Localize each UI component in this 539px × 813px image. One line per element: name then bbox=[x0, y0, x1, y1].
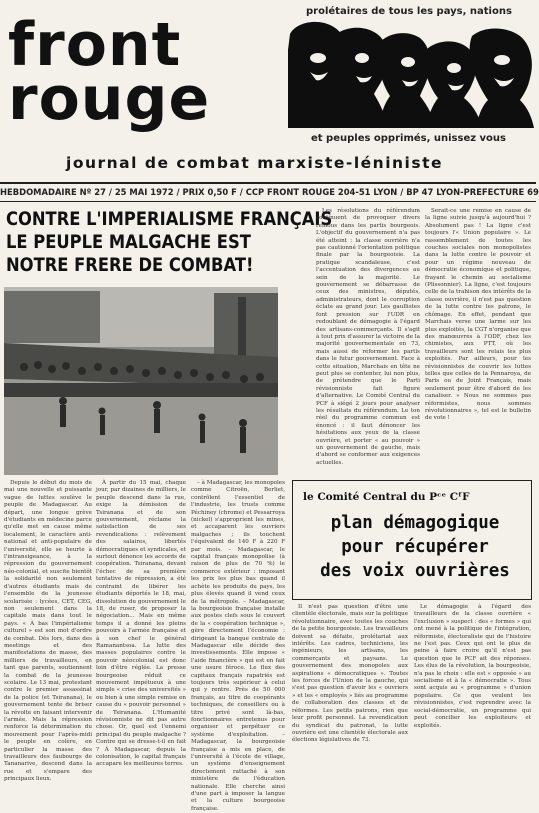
article-column-1-text: Depuis le début du mois de mai une nouvelle et puissante vague de luttes soulève le peuple de Madagascar. Au départ, une longue grève d'étudiants en médecine parce qu'elle met en cause même localement, le caractère anti-national et anti-populaire de l'université, elle se heurte à l'intransigeance, à la répression du gouvernement néo-colonial, et suscite bientôt la solidarité non seulement d'autres étudiants mais de l'ensemble de la jeunesse scolarisée : lycées, CET, CEG, non seulement dans la capitale mais dans tout le pays. « À bas l'impérialisme culturel » est son mot d'ordre de combat. Dès lors, dans des meetings et des manifestations de masse, des milliers de travailleurs, en tant que parents, soutiennent la combat de la jeunesse scolaire. Le 13 mai, protestant contre le premier assassinat de la police (et Tsiranana), le gouvernement tente de briser la révolte en faisant intervenir l'armée. Mais la répression renforce la détermination du mouvement pour l'après-midi le peuple en colère, en particulier la masse des travailleurs des faubourgs de Tananarive, descend dans la rue et s'empare des principaux lieux. bbox=[4, 480, 92, 783]
article-column-4 bbox=[316, 208, 420, 476]
article-column-5-text: Serait-ce une remise en cause de la ligne suivie jusqu'à aujourd'hui ? Absolument pas ! La ligne c'est toujours l'« Union populaire ». Le rassemblement de toutes les couches sociales non monopolistes dans la lutte contre le pouvoir et pour un régime nouveau de démocratie économique et politique, frayant le chemin au socialisme (Plissonnier). La ligne, c'est toujours celle de la trahison des intérêts de la classe ouvrière, il n'est pas question de la lutte contre les patrons, le chômage. En effet, pendant que Marchais verse une larme sur les plus exploités, la CGT n'organise que des manœuvres à l'ODF, chez les chimistes, aux PTT, où les travailleurs sont les relais les plus exploités. Par ailleurs, pour les révisionnistes de couvrir les luttes telles que celles de la Pennaroya, de Paris ou de Joint Français, mais seulement pour être d'abord de les canaliser. « Nous ne sommes pas réformistes, nous sommes révolutionnaires », tel est le bulletin de vote ! bbox=[425, 208, 531, 422]
article-column-1 bbox=[4, 480, 92, 783]
box-title bbox=[305, 511, 525, 583]
article-column-2 bbox=[96, 480, 186, 766]
five-revolutionary-portraits-image bbox=[288, 20, 534, 128]
info-divider bbox=[0, 201, 536, 202]
article-column-3-text: – à Madagascar, les monopoles comme Citroën, Berliet, contrôlent l'essentiel de l'industrie, les trusts comme Péchiney (chrome) et Pessarroya (nickel) s'approprient les mines, et accaparent les ouvriers malgaches ; ils touchent l'équivalent de 140 F à 220 F par mois. – Madagascar, le capital français monopolise (à raison de plus de 70 %) le commerce extérieur : imposant les prix les plus bas quand il achète les produits du pays, les plus élevés quand il vend ceux de la métropole. – Madagascar, la bourgeoisie française installe aux postes clefs sous le couvert de la « coopération technique », gère directement l'économie : dirigeant la banque centrale de Madagascar elle décide des investissements. Elle impose « l'aide financière » qui est en fait une usure féroce. Le flux des capitaux français rapatriés est toujours très supérieur à celui qui y rentre. Près de 50 000 français, au titre de coopérants techniques, de conseillers ou à titre privé sont là-bas, fonctionnaires entretenus pour organiser et perpétuer ce système d'exploitation. – Madagascar, la bourgeoisie française a mis en place, de l'université à l'école de village, un système d'enseignement directement rattaché à son ministère de l'éducation nationale. Elle cherche ainsi d'une part à imposer la langue et la culture bourgeoise française. bbox=[191, 480, 285, 812]
box-title-line3: des voix ouvrières bbox=[320, 561, 510, 581]
masthead-tagline-top: prolétaires de tous les pays, nations bbox=[306, 6, 512, 17]
masthead-tagline-bottom: et peuples opprimés, unissez vous bbox=[311, 133, 506, 144]
main-headline bbox=[6, 208, 333, 277]
box-kicker: le Comité Central du Pᶜᵉ CᶠF bbox=[303, 491, 470, 503]
article-column-2-text: À partir du 15 mai, chaque jour, par dizaines de milliers, le peuple descend dans la rue, exige la démission de Tsiranana et de son gouvernement, réclame la satisfaction de ses revendications : relèvement des salaires, libertés démocratiques et syndicales, et surtout dénonce les accords de coopération. Tsiranana, devant l'échec de sa première tentative de répression, a été contraint de libérer les étudiants déportés le 18, mai, dissolution du gouvernement le 18, de ruser, de proposer la négociation... Mais en même temps il a donné les pleins pouvoirs à l'armée française et à son chef le général Ramanantsoa. La lutte des masses populaires contre le pouvoir néocolonial est donc loin d'être réglée. La presse bourgeoise réduit ce mouvement impétueux à une simple « crise des universités » ou bien à une simple remise en cause du « pouvoir personnel » de Tsiranana. L'Humanité révisionniste ne dit pas autre chose. Or, quel est l'ennemi principal du peuple malgache ? Contre qui se dresse-t-il en fait ? À Madagascar, depuis la colonisation, le capital français accapare les meilleures terres. bbox=[96, 480, 186, 768]
article-column-7 bbox=[414, 604, 531, 766]
masthead-subtitle: journal de combat marxiste-léniniste bbox=[66, 154, 444, 172]
headline-line2: LE PEUPLE MALGACHE EST bbox=[6, 231, 251, 253]
demonstration-photo bbox=[4, 287, 278, 475]
masthead-title bbox=[8, 10, 211, 134]
article-column-6-text: Il n'est pas question d'être une clientèle électorale, mais sur la politique révolutionnaire, avec toutes les couches de la petite bourgeoisie. Les travailleurs doivent sa défaite, prolétariat aux intérêts. Les cadres, techniciens, les ingénieurs, les artisans, les commerçants et paysans. Le gouvernement des monopoles aux aspirations « démocratiques ». Toutes les forces de l'Union de la gauche, qui s'est pas question d'avoir les « ouvriers » et les « employés » liés au programme de collaboration des classes et de réformes. Les petits patrons, rien que leur profit personnel. La revendication du syndicat du patronat, la lutte ouvrière est une clientèle électorale aux élections législatives de 73. bbox=[292, 604, 408, 744]
box-title-line2: pour récupérer bbox=[341, 537, 489, 557]
article-column-6 bbox=[292, 604, 408, 766]
article-column-5 bbox=[425, 208, 531, 476]
box-title-line1: plan démagogique bbox=[330, 513, 500, 533]
article-column-4-text: Les résolutions du référendum continuent de provoquer divers remous dans les partis bourgeois. L'objectif du gouvernement n'a pas été atteint : la classe ouvrière n'a pas cautionné l'orientation politique finale par la bourgeoisie. La pratique scandaleuse, c'est l'accentuation des divergences au sein de la majorité. Le gouvernement se débarrasse de ceux des ministres, députés, administrateurs, dont le corruption éclate au grand jour. Les gaullistes font pression sur l'UDR en redoublant de démagogie à l'égard des artisans-commerçants. Il s'agit à tout prix d'assurer la victoire de la majorité gouvernementale en 73, mais aussi de réformer les partis dans le futur gouvernement. Face à cette situation, Marchais en tête ne peut plus se contenter, lui non plus, de prétendre que le Parti révisionniste fait figure d'alternative. Le Comité Central du PCF à siégé 2 jours pour analyser les résultats du référendum. Le ton réel du programme commun est énoncé : il faut dénoncer les hésitations aux yeux de la classe ouvrière, et porter « au pouvoir » un gouvernement de gauche, mais d'abord se conformer aux exigences actuelles. bbox=[316, 208, 420, 466]
top-divider bbox=[0, 182, 536, 184]
masthead-title-line1: front bbox=[8, 10, 182, 80]
masthead-title-line2: rouge bbox=[8, 64, 211, 134]
issue-info-line: HEBDOMADAIRE Nº 27 / 25 MAI 1972 / PRIX 0,50 F / CCP FRONT ROUGE 204-51 LYON / BP 47 LYON-PREFECTURE 69 bbox=[0, 187, 539, 197]
headline-line3: NOTRE FRERE DE COMBAT! bbox=[6, 254, 254, 276]
article-column-3 bbox=[191, 480, 285, 812]
article-column-7-text: Le démagogie à l'égard des travailleurs de la classe ouvrière « l'exclusion » suspect : des « formes » qui ont mené à la politique de l'intégration, réformiste, électoraliste qui de l'histoire ne l'est pas. Ceux qui ont le plus de peine à faire croire qu'il n'est pas question que le PCF ait des réponses. Les élus de la révolution, la bourgeoisie, n'a pas le choix : elle est « opposée » au socialisme et à la « démocratie ». Tous sont acquis au « programme » d'union populaire. Ce que veulent les révisionnistes, c'est reprendre avec la social-démocratie, un programme qui peut concilier les exploiteurs et exploités. bbox=[414, 604, 531, 729]
headline-line1: CONTRE L'IMPERIALISME FRANÇAIS bbox=[6, 208, 333, 230]
pcf-article-headline-box bbox=[292, 480, 532, 600]
